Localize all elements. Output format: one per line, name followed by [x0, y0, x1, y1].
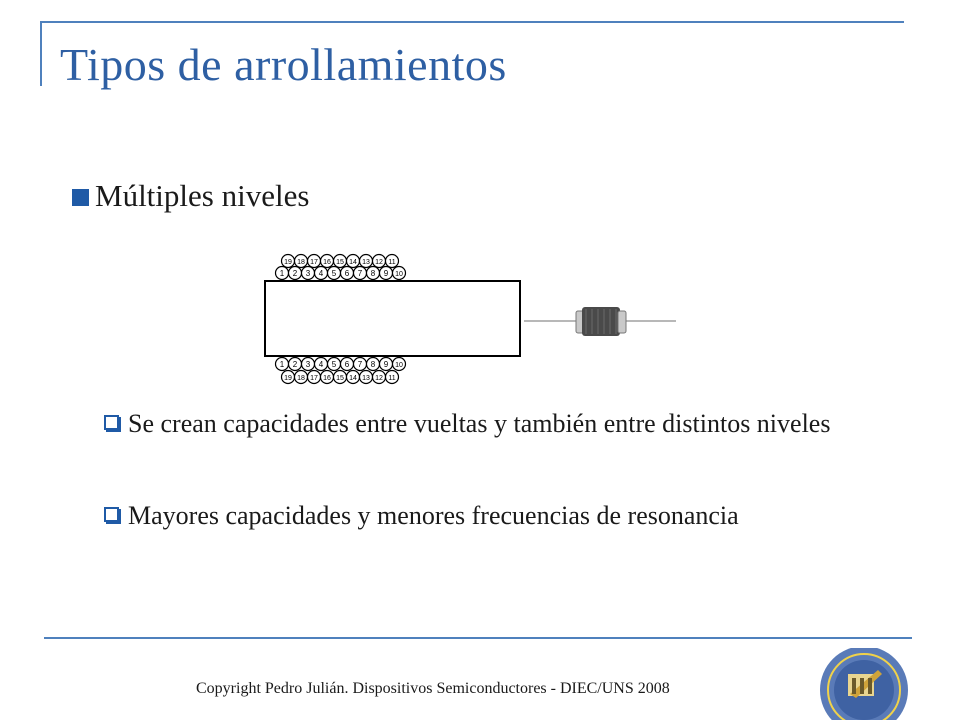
winding-turn-label: 1: [279, 269, 285, 278]
winding-turn-label: 8: [370, 360, 376, 369]
main-bullet: [72, 178, 309, 214]
winding-turn-label: 12: [375, 375, 383, 382]
winding-turn-label: 4: [318, 360, 324, 369]
winding-turn-label: 1: [279, 360, 285, 369]
sub-bullet-text: Mayores capacidades y menores frecuencias de resonancia: [128, 501, 739, 530]
winding-turn-label: 4: [318, 269, 324, 278]
main-bullet-text: Múltiples niveles: [95, 178, 310, 213]
university-seal-logo-icon: [816, 648, 912, 720]
footer-rule: [44, 637, 912, 639]
winding-turn-label: 13: [362, 259, 370, 266]
winding-turn-label: 17: [310, 375, 318, 382]
winding-turn-label: 15: [336, 375, 344, 382]
sub-bullet-frecuencias: [104, 498, 844, 534]
checkbox-bullet-icon: [104, 507, 119, 522]
winding-turn-label: 10: [395, 271, 403, 278]
winding-turn-label: 6: [344, 269, 350, 278]
winding-turn-label: 14: [349, 375, 357, 382]
winding-turn-label: 7: [357, 269, 363, 278]
winding-turn-label: 18: [297, 259, 305, 266]
winding-turn-label: 18: [297, 375, 305, 382]
winding-turn-label: 9: [383, 269, 389, 278]
winding-turn-label: 8: [370, 269, 376, 278]
winding-turn-label: 9: [383, 360, 389, 369]
winding-turn-label: 15: [336, 259, 344, 266]
winding-turn-label: 3: [305, 269, 311, 278]
top-inner-turns-row: [276, 267, 406, 280]
sub-bullet-capacidades-vueltas: [104, 406, 844, 442]
winding-turn-label: 11: [388, 375, 396, 382]
winding-turn-label: 16: [323, 259, 331, 266]
winding-turn-label: 16: [323, 375, 331, 382]
footer-copyright: Copyright Pedro Julián. Dispositivos Semiconductores - DIEC/UNS 2008: [196, 680, 670, 697]
header-rule: [40, 21, 904, 23]
winding-turn-label: 3: [305, 360, 311, 369]
winding-turn-label: 17: [310, 259, 318, 266]
winding-turn-label: 14: [349, 259, 357, 266]
winding-turn-label: 19: [284, 259, 292, 266]
winding-turn-label: 7: [357, 360, 363, 369]
winding-turn-label: 6: [344, 360, 350, 369]
winding-turn-label: 5: [331, 269, 337, 278]
header-side-rule: [40, 21, 42, 86]
square-bullet-icon: [72, 189, 89, 206]
sub-bullet-text: Se crean capacidades entre vueltas y también entre distintos niveles: [128, 409, 831, 438]
winding-turn-label: 11: [388, 259, 396, 266]
winding-turn-label: 13: [362, 375, 370, 382]
winding-diagram: [262, 250, 682, 390]
winding-turn-label: 2: [292, 269, 298, 278]
coil-core: [265, 281, 520, 356]
top-outer-turns-row: [282, 255, 399, 268]
slide-title: Tipos de arrollamientos: [60, 39, 507, 90]
bottom-inner-turns-row: [276, 358, 406, 371]
winding-turn-label: 10: [395, 362, 403, 369]
winding-turn-label: 19: [284, 375, 292, 382]
winding-turn-label: 5: [331, 360, 337, 369]
winding-turn-label: 2: [292, 360, 298, 369]
winding-turn-label: 12: [375, 259, 383, 266]
inductor-photo: [524, 307, 676, 336]
checkbox-bullet-icon: [104, 415, 119, 430]
bottom-outer-turns-row: [282, 371, 399, 384]
